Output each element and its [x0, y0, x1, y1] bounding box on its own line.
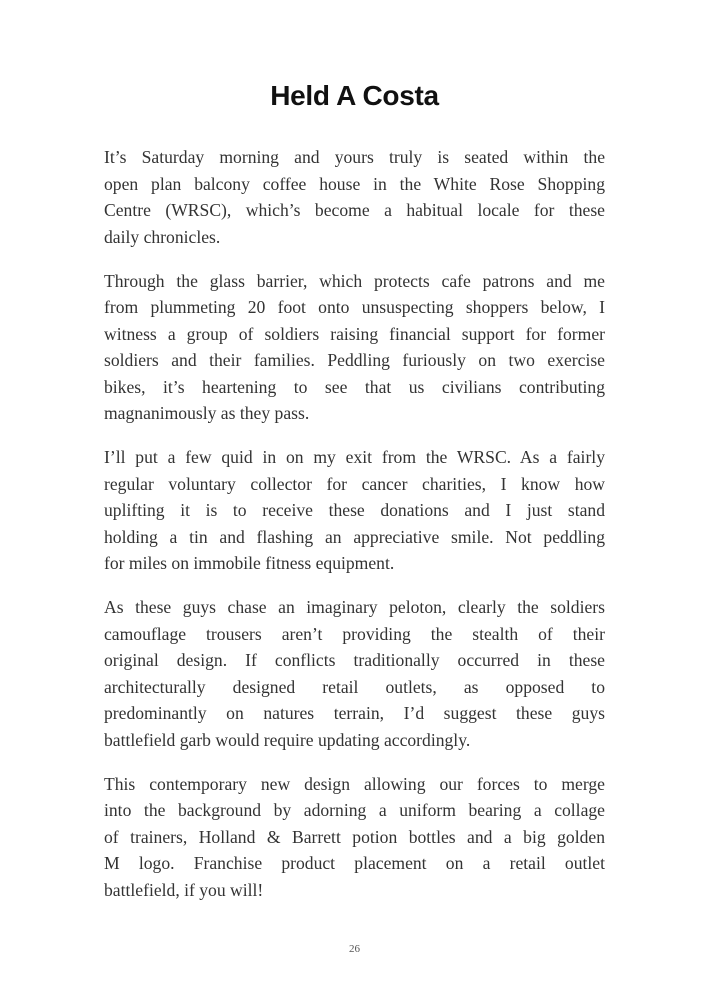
paragraph: [104, 444, 605, 577]
text-line: from plummeting 20 foot onto unsuspecting shoppers below, I: [104, 297, 605, 317]
text-line: into the background by adorning a uniform bearing a collage: [104, 800, 605, 820]
text-line: original design. If conflicts traditionally occurred in these: [104, 650, 605, 670]
text-line: holding a tin and flashing an appreciative smile. Not peddling: [104, 526, 605, 547]
text-line: architecturally designed retail outlets, as opposed to: [104, 676, 605, 697]
text-line: regular voluntary collector for cancer charities, I know how: [104, 473, 605, 494]
text-line: witness a group of soldiers raising financial support for former: [104, 323, 605, 344]
text-line: I’ll put a few quid in on my exit from the WRSC. As a fairly: [104, 447, 605, 467]
text-line: M logo. Franchise product placement on a retail outlet: [104, 853, 605, 873]
text-line: uplifting it is to receive these donations and I just stand: [104, 500, 605, 520]
text-line: Through the glass barrier, which protects cafe patrons and me: [104, 270, 605, 291]
text-line: open plan balcony coffee house in the White Rose Shopping: [104, 173, 605, 194]
paragraph: [104, 144, 605, 250]
text-line: It’s Saturday morning and yours truly is seated within the: [104, 147, 605, 167]
text-line: Centre (WRSC), which’s become a habitual locale for these: [104, 200, 605, 220]
text-line: of trainers, Holland & Barrett potion bottles and a big golden: [104, 826, 605, 847]
page-title: Held A Costa: [270, 80, 439, 111]
page-number: 26: [349, 943, 360, 955]
text-line: bikes, it’s heartening to see that us civilians contributing: [104, 376, 605, 397]
text-line: soldiers and their families. Peddling furiously on two exercise: [104, 350, 605, 370]
text-line: daily chronicles.: [104, 226, 221, 247]
paragraph: [104, 771, 605, 904]
text-line: camouflage trousers aren’t providing the stealth of their: [104, 623, 605, 644]
text-line: for miles on immobile fitness equipment.: [104, 553, 395, 573]
text-line: predominantly on natures terrain, I’d suggest these guys: [104, 703, 605, 723]
document-body: [104, 144, 605, 921]
text-line: battlefield garb would require updating accordingly.: [104, 729, 471, 750]
text-line: As these guys chase an imaginary peloton, clearly the soldiers: [104, 597, 605, 617]
text-line: magnanimously as they pass.: [104, 403, 310, 423]
text-line: This contemporary new design allowing our forces to merge: [104, 773, 605, 794]
paragraph: [104, 268, 605, 427]
text-line: battlefield, if you will!: [104, 879, 264, 900]
paragraph: [104, 594, 605, 753]
